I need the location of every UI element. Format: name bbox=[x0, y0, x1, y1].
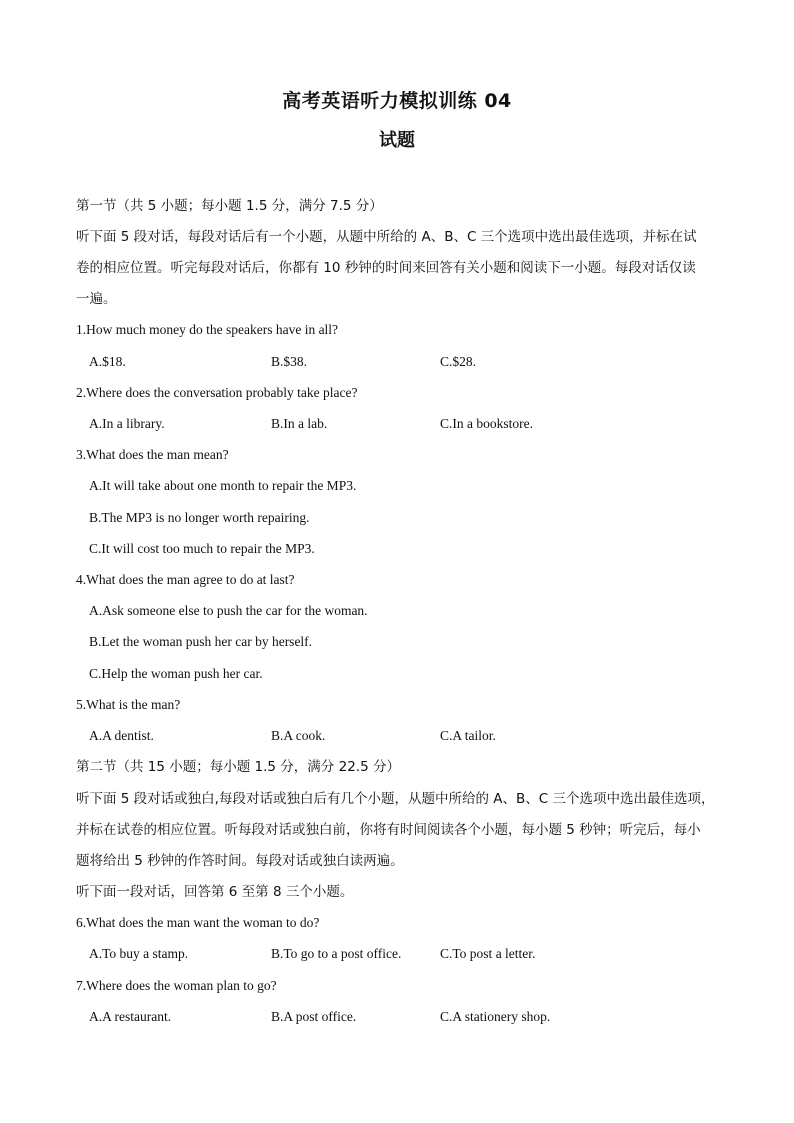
question-7-option-c: C.A stationery shop. bbox=[440, 1009, 551, 1024]
document-title: 高考英语听力模拟训练 04 bbox=[282, 90, 512, 112]
section2-instruction-line: 题将给出 5 秒钟的作答时间。每段对话或独白读两遍。 bbox=[76, 853, 404, 869]
question-7-option-a: A.A restaurant. bbox=[89, 1009, 172, 1024]
section2-instruction-line: 并标在试卷的相应位置。听每段对话或独白前，你将有时间阅读各个小题，每小题 5 秒钟；听完后，每小 bbox=[76, 822, 701, 838]
question-4-option-c: C.Help the woman push her car. bbox=[89, 666, 263, 681]
question-2-option-a: A.In a library. bbox=[89, 416, 165, 431]
question-6-option-c: C.To post a letter. bbox=[440, 946, 536, 961]
question-4-option-b: B.Let the woman push her car by herself. bbox=[89, 634, 313, 649]
question-3: 3.What does the man mean? bbox=[76, 447, 229, 462]
question-7: 7.Where does the woman plan to go? bbox=[76, 978, 277, 993]
section2-heading: 第二节（共 15 小题；每小题 1.5 分，满分 22.5 分） bbox=[76, 759, 400, 775]
section1-heading: 第一节（共 5 小题；每小题 1.5 分，满分 7.5 分） bbox=[76, 198, 383, 214]
question-1-option-a: A.$18. bbox=[89, 354, 126, 369]
question-5-option-a: A.A dentist. bbox=[89, 728, 154, 743]
section1-instruction-line: 一遍。 bbox=[76, 291, 117, 307]
section2-instruction-line: 听下面 5 段对话或独白,每段对话或独白后有几个小题，从题中所给的 A、B、C 三个选项中选出最佳选项， bbox=[76, 791, 715, 807]
dialog-intro: 听下面一段对话，回答第 6 至第 8 三个小题。 bbox=[76, 884, 354, 900]
section1-instruction-line: 卷的相应位置。听完每段对话后，你都有 10 秒钟的时间来回答有关小题和阅读下一小题。每段对话仅读 bbox=[76, 260, 696, 276]
question-2-option-c: C.In a bookstore. bbox=[440, 416, 533, 431]
question-3-option-b: B.The MP3 is no longer worth repairing. bbox=[89, 510, 310, 525]
document-subtitle: 试题 bbox=[379, 130, 415, 151]
question-5: 5.What is the man? bbox=[76, 697, 181, 712]
question-6: 6.What does the man want the woman to do? bbox=[76, 915, 320, 930]
question-4: 4.What does the man agree to do at last? bbox=[76, 572, 295, 587]
question-6-option-a: A.To buy a stamp. bbox=[89, 946, 189, 961]
question-4-option-a: A.Ask someone else to push the car for the woman. bbox=[89, 603, 368, 618]
question-1-option-c: C.$28. bbox=[440, 354, 477, 369]
question-3-option-c: C.It will cost too much to repair the MP3. bbox=[89, 541, 315, 556]
question-2: 2.Where does the conversation probably take place? bbox=[76, 385, 358, 400]
question-2-option-b: B.In a lab. bbox=[271, 416, 328, 431]
question-1: 1.How much money do the speakers have in all? bbox=[76, 322, 339, 337]
question-5-option-b: B.A cook. bbox=[271, 728, 326, 743]
question-1-option-b: B.$38. bbox=[271, 354, 308, 369]
section1-instruction-line: 听下面 5 段对话，每段对话后有一个小题，从题中所给的 A、B、C 三个选项中选出最佳选项，并标在试 bbox=[76, 229, 697, 245]
question-5-option-c: C.A tailor. bbox=[440, 728, 496, 743]
question-6-option-b: B.To go to a post office. bbox=[271, 946, 402, 961]
question-7-option-b: B.A post office. bbox=[271, 1009, 357, 1024]
question-3-option-a: A.It will take about one month to repair the MP3. bbox=[89, 478, 357, 493]
